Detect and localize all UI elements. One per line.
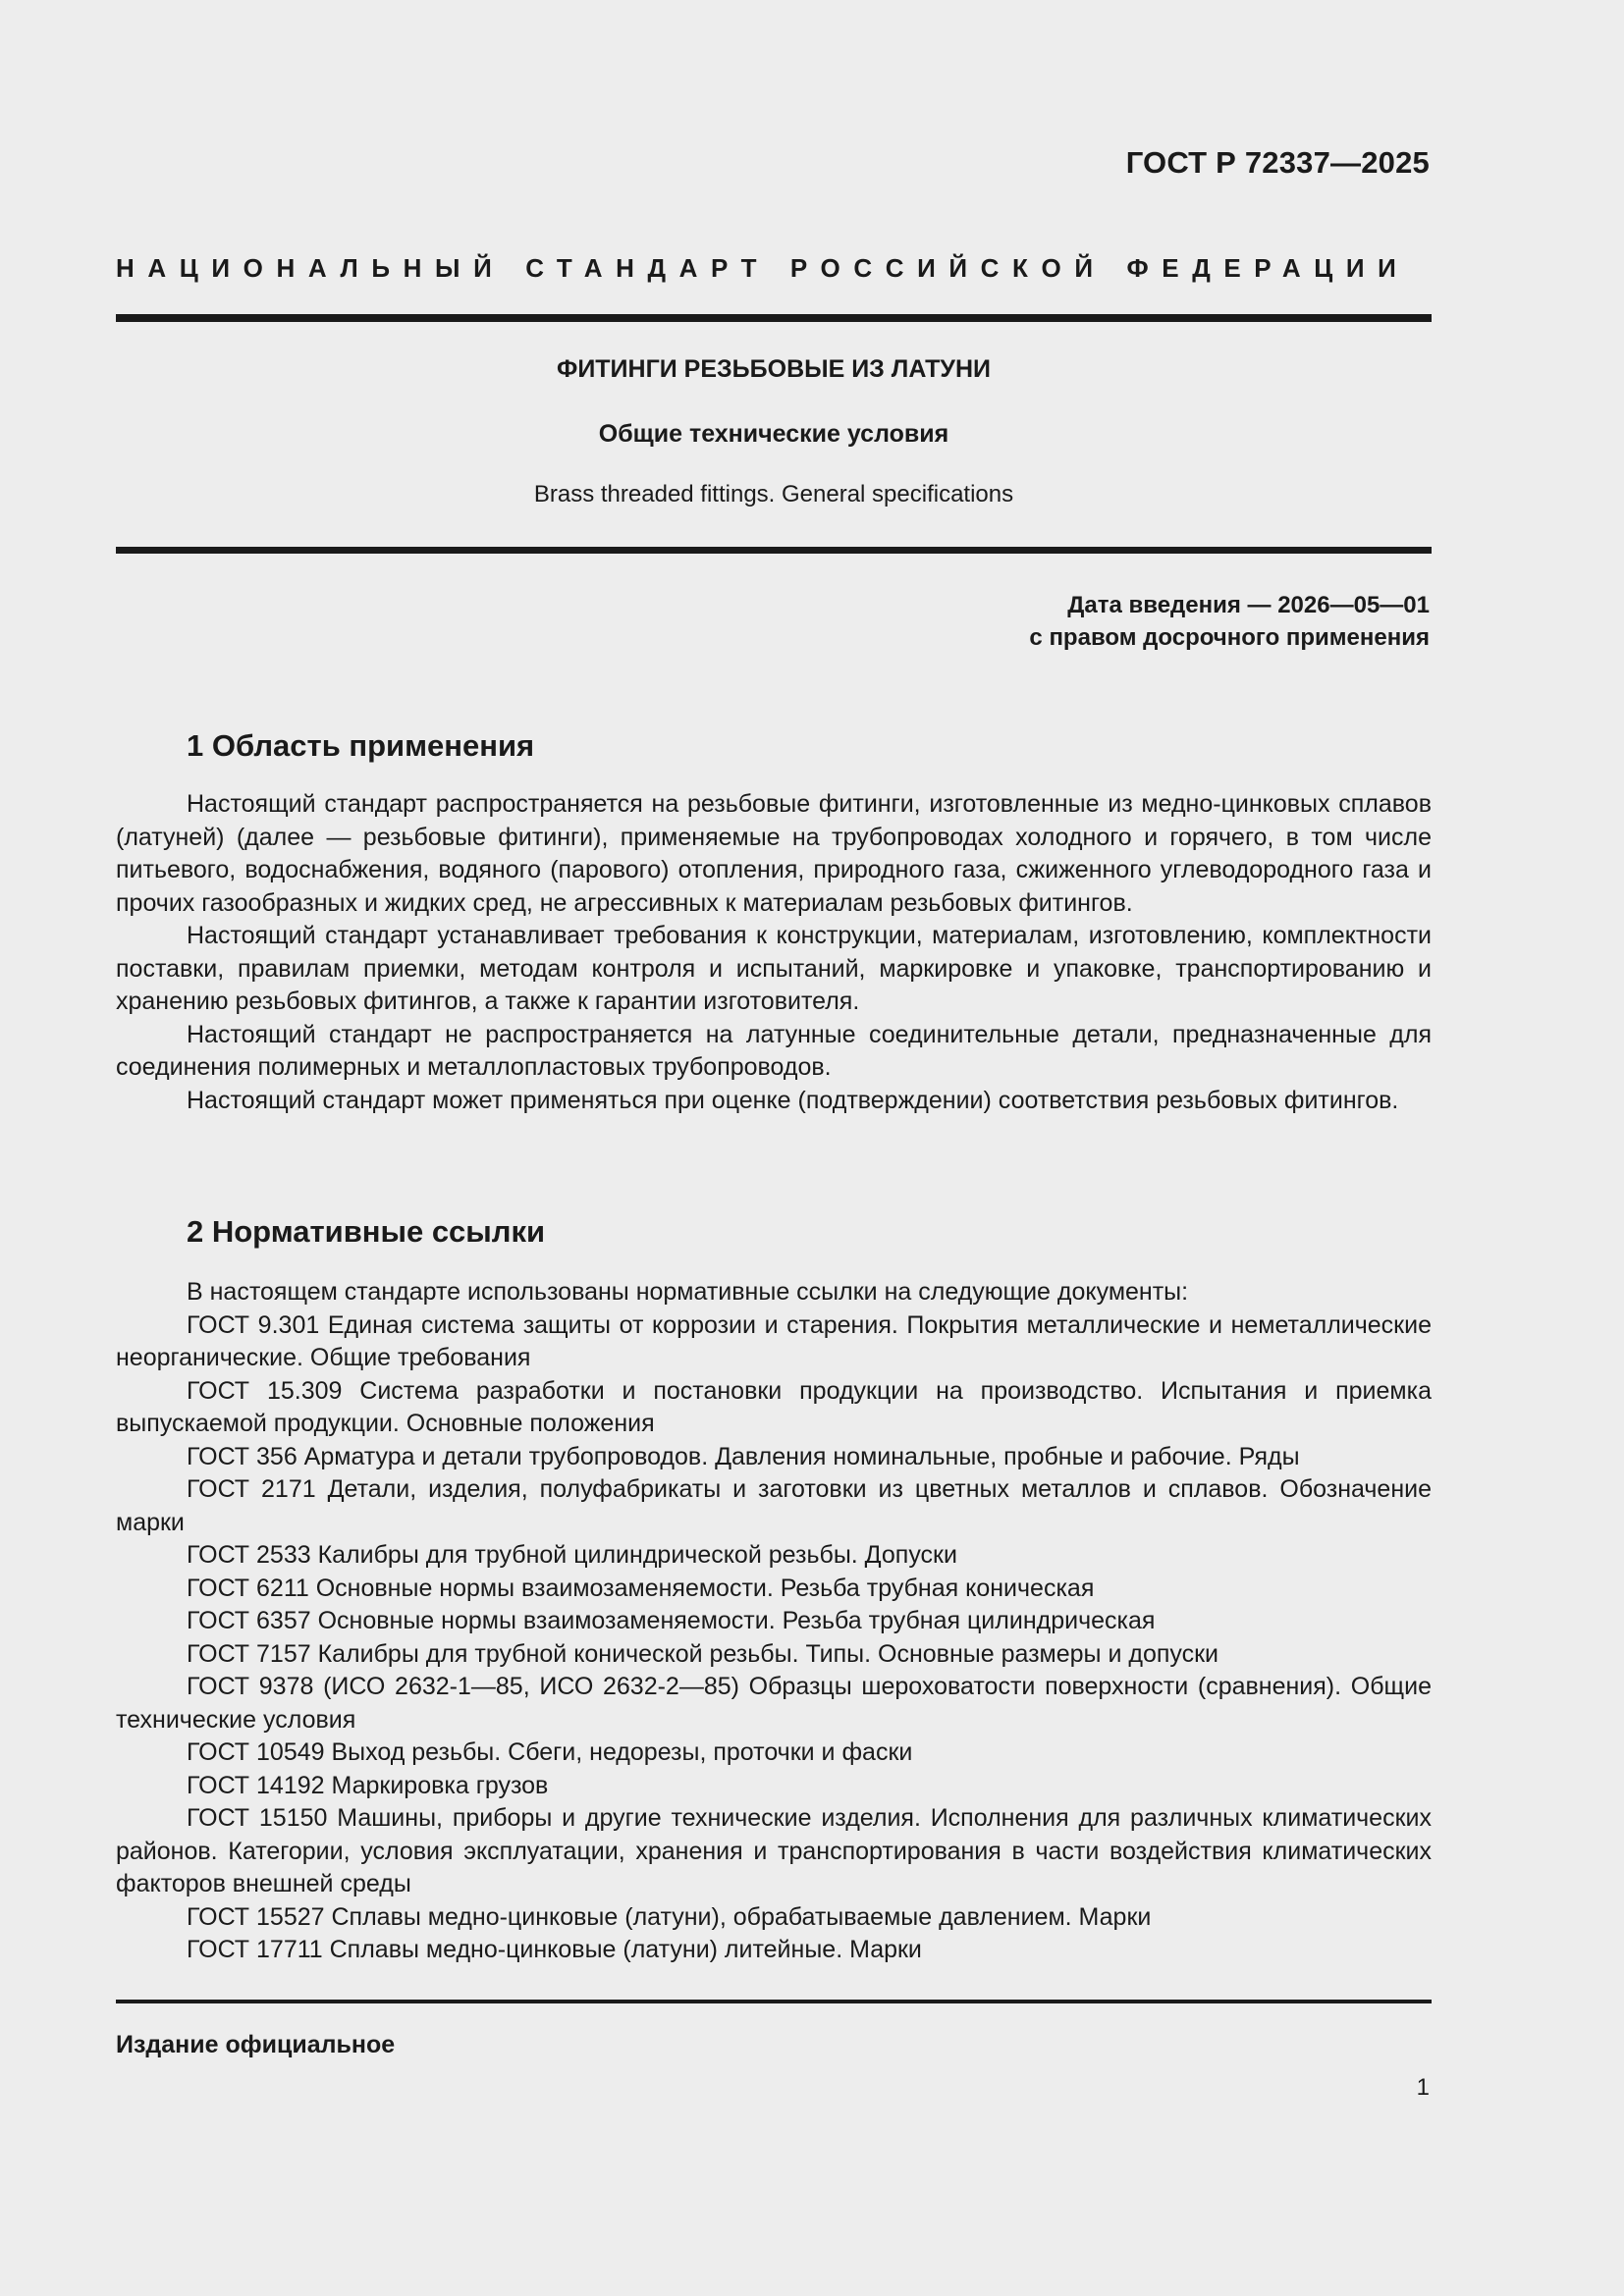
document-number: ГОСТ Р 72337—2025 [1125, 145, 1430, 180]
reference-item: ГОСТ 15150 Машины, приборы и другие технические изделия. Исполнения для различных климатических районов. Категории, условия эксплуатации, хранения и транспортирования в части воздействия климатических факторов внешней среды [116, 1804, 1432, 1897]
document-subtitle: Общие технические условия [598, 420, 949, 448]
reference-item: ГОСТ 6357 Основные нормы взаимозаменяемости. Резьба трубная цилиндрическая [187, 1607, 1156, 1634]
reference-item: ГОСТ 15.309 Система разработки и постановки продукции на производство. Испытания и приемка выпускаемой продукции. Основные положения [116, 1376, 1432, 1437]
early-application-line: с правом досрочного применения [1029, 624, 1430, 651]
section-scope-body [116, 788, 1432, 1117]
reference-item: ГОСТ 14192 Маркировка грузов [187, 1771, 549, 1799]
reference-item: ГОСТ 9.301 Единая система защиты от коррозии и старения. Покрытия металлические и неметаллические неорганические. Общие требования [116, 1310, 1432, 1371]
paragraph: Настоящий стандарт распространяется на резьбовые фитинги, изготовленные из медно-цинковых сплавов (латуней) (далее — резьбовые фитинги), применяемые на трубопроводах холодного и горячего, в том числе питьевого, водоснабжения, водяного (парового) отопления, природного газа, сжиженного углеводородного газа и прочих газообразных и жидких сред, не агрессивных к материалам резьбовых фитингов. [116, 790, 1432, 917]
paragraph: В настоящем стандарте использованы нормативные ссылки на следующие документы: [187, 1278, 1189, 1306]
paragraph: Настоящий стандарт устанавливает требования к конструкции, материалам, изготовлению, комплектности поставки, правилам приемки, методам контроля и испытаний, маркировке и упаковке, транспортированию и хранению резьбовых фитингов, а также к гарантии изготовителя. [116, 922, 1432, 1015]
english-title: Brass threaded fittings. General specifications [533, 481, 1014, 507]
reference-item: ГОСТ 17711 Сплавы медно-цинковые (латуни) литейные. Марки [187, 1936, 922, 1963]
paragraph: Настоящий стандарт может применяться при оценке (подтверждении) соответствия резьбовых фитингов. [187, 1086, 1399, 1114]
reference-item: ГОСТ 6211 Основные нормы взаимозаменяемости. Резьба трубная коническая [187, 1574, 1095, 1602]
title-divider [116, 547, 1432, 554]
page-number: 1 [1416, 2074, 1430, 2101]
paragraph: Настоящий стандарт не распространяется на латунные соединительные детали, предназначенные для соединения полимерных и металлопластовых трубопроводов. [116, 1020, 1432, 1081]
section-references-body [116, 1276, 1432, 1967]
reference-item: ГОСТ 15527 Сплавы медно-цинковые (латуни), обрабатываемые давлением. Марки [187, 1902, 1152, 1931]
section-heading-scope: 1 Область применения [187, 728, 535, 763]
reference-item: ГОСТ 10549 Выход резьбы. Сбеги, недорезы, проточки и фаски [187, 1738, 913, 1766]
reference-item: ГОСТ 2533 Калибры для трубной цилиндрической резьбы. Допуски [187, 1541, 957, 1569]
national-standard-banner: НАЦИОНАЛЬНЫЙ СТАНДАРТ РОССИЙСКОЙ ФЕДЕРАЦИИ [116, 253, 1410, 283]
document-title: ФИТИНГИ РЕЗЬБОВЫЕ ИЗ ЛАТУНИ [556, 355, 991, 383]
official-edition-label: Издание официальное [116, 2031, 396, 2058]
footer-divider [116, 2000, 1432, 2003]
reference-item: ГОСТ 356 Арматура и детали трубопроводов. Давления номинальные, пробные и рабочие. Ряды [187, 1442, 1300, 1470]
top-divider [116, 314, 1432, 322]
introduction-date-line: Дата введения — 2026—05—01 [1067, 592, 1430, 618]
section-heading-references: 2 Нормативные ссылки [187, 1214, 546, 1249]
reference-item: ГОСТ 9378 (ИСО 2632-1—85, ИСО 2632-2—85) Образцы шероховатости поверхности (сравнения). Общие технические условия [116, 1673, 1432, 1734]
reference-item: ГОСТ 7157 Калибры для трубной конической резьбы. Типы. Основные размеры и допуски [187, 1639, 1219, 1668]
reference-item: ГОСТ 2171 Детали, изделия, полуфабрикаты и заготовки из цветных металлов и сплавов. Обозначение марки [116, 1475, 1432, 1536]
introduction-date [1029, 589, 1430, 654]
